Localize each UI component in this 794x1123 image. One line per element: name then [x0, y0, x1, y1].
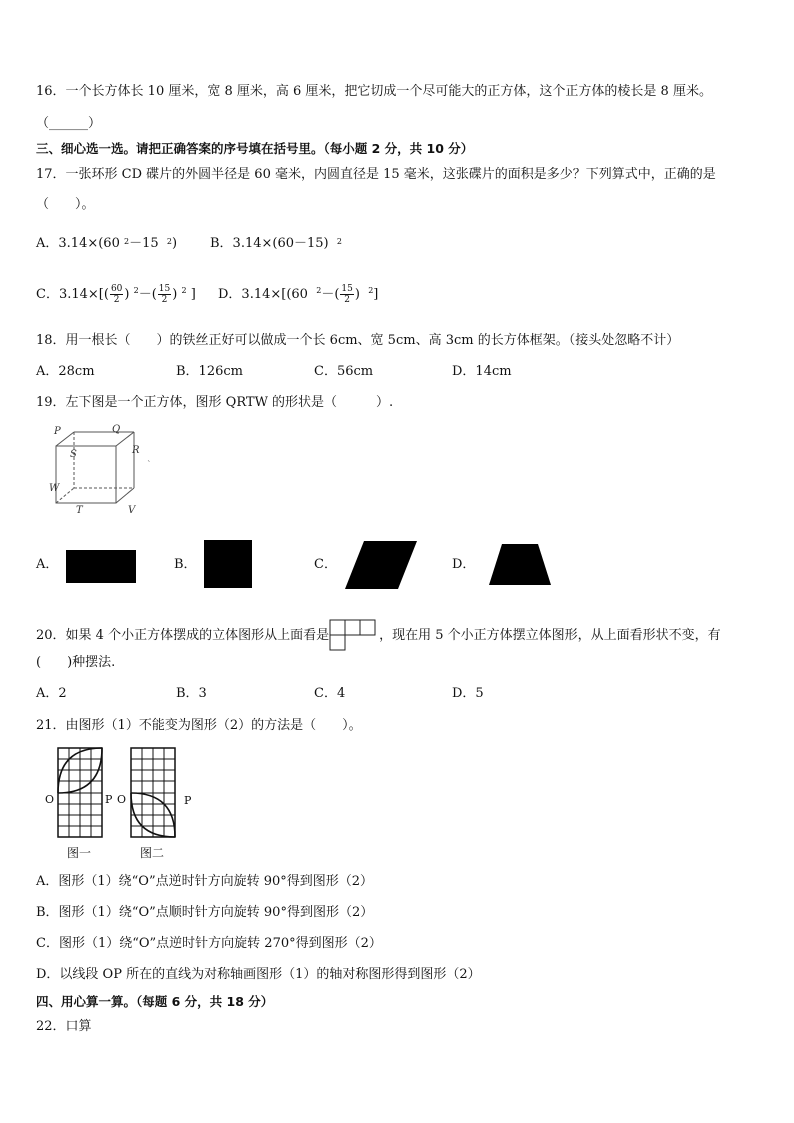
q18-option-b[interactable]: B．126cm	[176, 364, 243, 379]
svg-text:ˋ: ˋ	[147, 461, 152, 471]
cube-label-w: W	[49, 483, 60, 494]
fraction-15-over-2: $\frac{15}{2}$	[158, 284, 171, 305]
fraction-60-over-2: $\frac{60}{2}$	[110, 284, 123, 305]
q22-text: 22．口算	[36, 1019, 92, 1034]
cube-label-p: P	[54, 426, 61, 437]
q16-text: 16．一个长方体长 10 厘米，宽 8 厘米，高 6 厘米，把它切成一个尽可能大的正方体，这个正方体的棱长是 8 厘米。	[36, 84, 712, 99]
q20-option-b[interactable]: B．3	[176, 686, 207, 701]
q19-option-d-label[interactable]: D．	[452, 557, 476, 572]
q19-option-c-parallelogram[interactable]	[344, 540, 418, 590]
cube-label-r: R	[132, 445, 140, 456]
cube-label-t: T	[76, 505, 83, 516]
q20-option-a[interactable]: A．2	[36, 686, 67, 701]
label-p-2: P	[184, 794, 192, 807]
label-o-1: O	[45, 793, 55, 806]
cube-diagram	[44, 420, 164, 520]
q21-option-b[interactable]: B．图形（1）绕“O”点顺时针方向旋转 90°得到图形（2）	[36, 905, 374, 920]
q19-option-b-label[interactable]: B．	[174, 557, 197, 572]
q21-option-c[interactable]: C．图形（1）绕“O”点逆时针方向旋转 270°得到图形（2）	[36, 936, 382, 951]
q21-option-d[interactable]: D．以线段 OP 所在的直线为对称轴画图形（1）的轴对称图形得到图形（2）	[36, 967, 481, 982]
q18-option-d[interactable]: D．14cm	[452, 364, 512, 379]
q17-text: 17．一张环形 CD 碟片的外圆半径是 60 毫米，内圆直径是 15 毫米，这张碟片的面积是多少？下列算式中，正确的是	[36, 167, 716, 182]
q19-option-a-label[interactable]: A．	[36, 557, 59, 572]
q21-text: 21．由图形（1）不能变为图形（2）的方法是（ ）。	[36, 718, 362, 733]
q20-line1: 20．如果 4 个小正方体摆成的立体图形从上面看是 ，现在用 5 个小正方体摆立体图形，从上面看形状不变，有	[36, 619, 721, 653]
fraction-15-over-2-d: $\frac{15}{2}$	[341, 284, 353, 305]
q17-blank[interactable]: （ ）。	[36, 197, 95, 212]
q19-text: 19．左下图是一个正方体，图形 QRTW 的形状是（ ）.	[36, 395, 394, 410]
q20-line2: ( )种摆法.	[36, 655, 116, 670]
q17-option-a[interactable]: A．3.14×(60 $^2$－15 $^2$)	[36, 236, 178, 251]
q20-option-d[interactable]: D．5	[452, 686, 484, 701]
q17-option-c[interactable]: C．3.14×[( $\frac{60}{2}$ ) $^2$－( $\frac{15}{2}$ ) $^2$ ]	[36, 284, 196, 305]
q17-option-b[interactable]: B．3.14×(60－15) $^2$	[210, 236, 342, 251]
q19-option-c-label[interactable]: C．	[314, 557, 337, 572]
section3-title: 三、细心选一选。请把正确答案的序号填在括号里。（每小题 2 分，共 10 分）	[36, 141, 474, 156]
q19-option-b-square[interactable]	[204, 540, 252, 588]
rotation-figures	[42, 744, 212, 862]
q19-option-d-trapezoid[interactable]	[488, 543, 554, 587]
label-o-2: O	[117, 793, 127, 806]
figure-2-grid	[131, 748, 175, 837]
q19-option-a-rectangle[interactable]	[66, 550, 136, 583]
figure-1-grid	[58, 748, 102, 837]
q21-option-a[interactable]: A．图形（1）绕“O”点逆时针方向旋转 90°得到图形（2）	[36, 874, 374, 889]
q20-option-c[interactable]: C．4	[314, 686, 346, 701]
section4-title: 四、用心算一算。（每题 6 分，共 18 分）	[36, 994, 274, 1009]
q17-option-d[interactable]: D．3.14×[(60 $^2$－( $\frac{15}{2}$ ) $^2$]	[218, 284, 379, 305]
cube-label-v: V	[128, 505, 136, 516]
caption-figure-2: 图二	[140, 846, 165, 860]
caption-figure-1: 图一	[67, 846, 92, 860]
label-p-1: P	[105, 793, 113, 806]
q16-answer-blank[interactable]: （______）	[36, 116, 102, 131]
q18-text: 18．用一根长（ ）的铁丝正好可以做成一个长 6cm、宽 5cm、高 3cm 的长方体框架。（接头处忽略不计）	[36, 333, 680, 348]
top-view-shape-icon	[329, 619, 379, 653]
q18-option-c[interactable]: C．56cm	[314, 364, 374, 379]
q18-option-a[interactable]: A．28cm	[36, 364, 95, 379]
cube-label-q: Q	[112, 424, 121, 435]
cube-label-s: S	[70, 449, 77, 460]
